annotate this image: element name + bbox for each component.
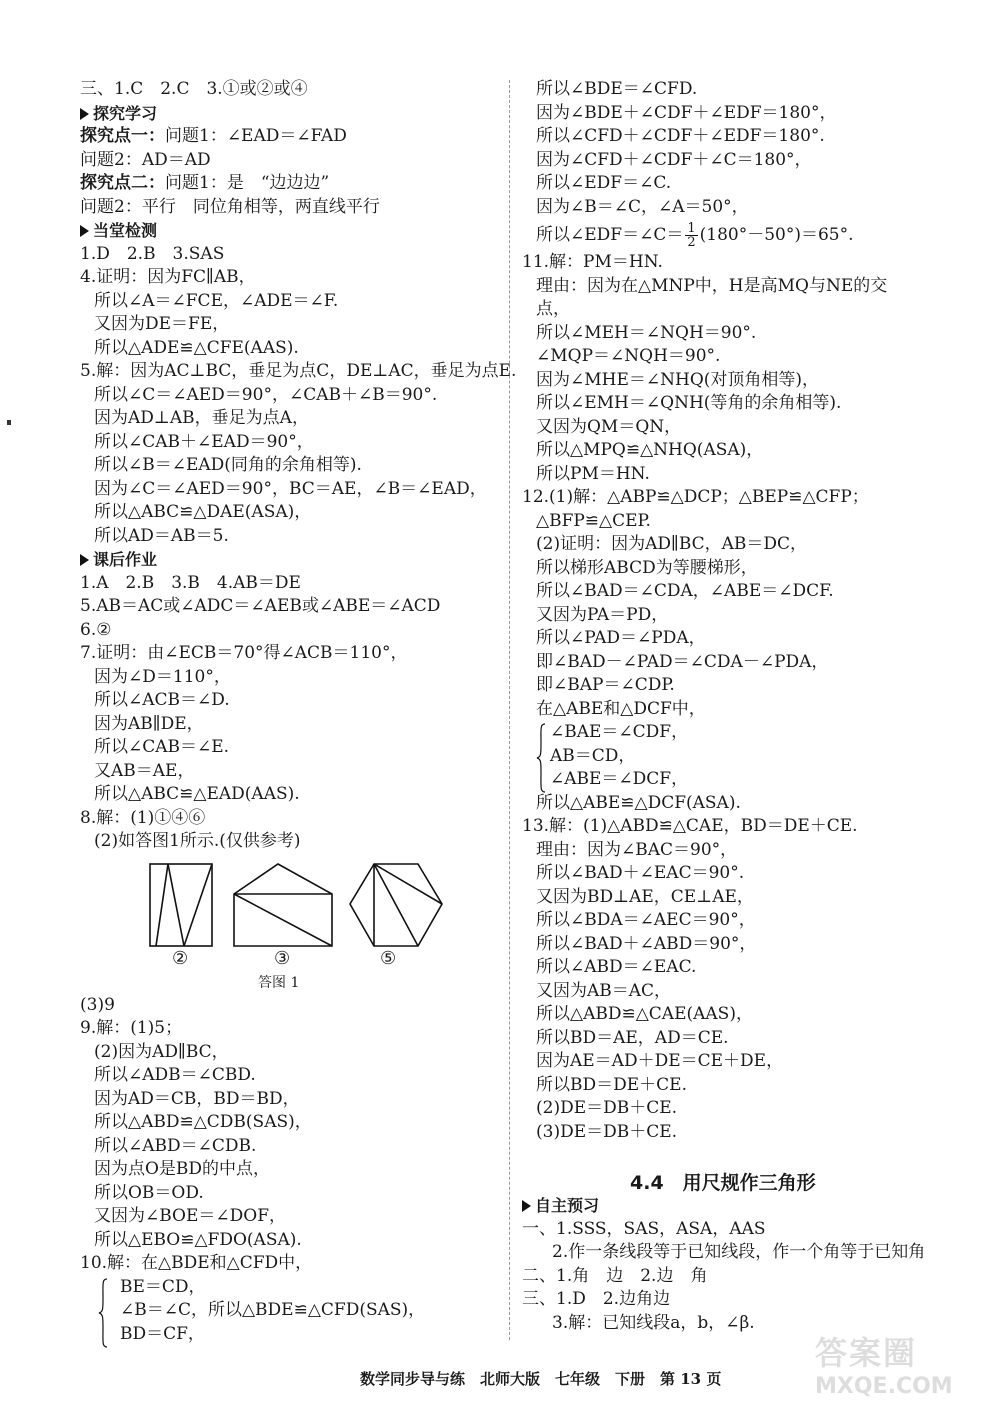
answer-line: 所以△ABD≌△CAE(AAS)， xyxy=(536,1004,753,1024)
answer-line: 1.D 2.B 3.SAS xyxy=(80,243,225,264)
answer-line: 所以∠BDE＝∠CFD. xyxy=(536,79,698,99)
answer-line: 理由：因为在△MNP中，H是高MQ与NE的交 xyxy=(536,275,888,296)
triangle-bullet-icon xyxy=(80,225,89,237)
answer-line: 所以△EBO≌△FDO(ASA). xyxy=(94,1229,302,1250)
answer-line: 所以△ABC≌△DAE(ASA)， xyxy=(94,502,312,522)
answer-line: (2)证明：因为AD∥BC，AB＝DC， xyxy=(536,534,808,554)
answer-line: BD＝CF， xyxy=(120,1323,205,1344)
answer-line: 所以∠B＝∠EAD(同角的余角相等). xyxy=(94,455,362,475)
answer-line: 问题2：AD＝AD xyxy=(80,149,211,170)
answer-line: 所以PM＝HN. xyxy=(536,463,650,484)
answer-line: 所以∠CFD＋∠CDF＋∠EDF＝180°. xyxy=(536,126,825,146)
watermark-logo xyxy=(815,1328,985,1399)
answer-line: 所以∠MEH＝∠NQH＝90°. xyxy=(536,322,757,343)
answer-line: 11.解：PM＝HN. xyxy=(522,252,663,272)
answer-line: 三、1.D 2.边角边 xyxy=(522,1289,671,1309)
answer-line: 二、1.角 边 2.边 角 xyxy=(522,1265,708,1286)
section-title-4-4: 4.4 用尺规作三角形 xyxy=(630,1172,816,1194)
equation-system xyxy=(522,721,932,792)
answer-line: 所以∠ABD＝∠EAC. xyxy=(536,957,697,977)
answer-line: 又AB＝AE， xyxy=(94,760,195,781)
answer-line: 因为∠C＝∠AED＝90°，BC＝AE，∠B＝∠EAD， xyxy=(94,478,487,499)
answer-line: 所以△ABC≌△EAD(AAS). xyxy=(94,784,300,804)
answer-line: 一、1.SSS，SAS，ASA，AAS xyxy=(522,1218,766,1239)
triangle-bullet-icon xyxy=(522,1200,531,1212)
figure-label-5: ⑤ xyxy=(380,947,397,969)
answer-line: ∠ABE＝∠DCF， xyxy=(550,769,689,789)
answer-line: 所以△ADE≌△CFE(AAS). xyxy=(94,337,299,358)
answer-line: △BFP≌△CEP. xyxy=(536,510,651,531)
answer-line: 即∠BAD－∠PAD＝∠CDA－∠PDA， xyxy=(536,651,829,672)
answer-line: (2)因为AD∥BC， xyxy=(94,1041,229,1062)
answer-line-fraction: 所以∠EDF＝∠C＝ $\frac{1}{2}$ (180°－50°)＝65°. xyxy=(536,221,854,250)
answer-line: (2)DE＝DB＋CE. xyxy=(536,1098,678,1118)
answer-line: 所以∠ABD＝∠CDB. xyxy=(94,1135,257,1156)
answer-line: 因为∠D＝110°， xyxy=(94,666,231,687)
section-heading-tanjiu: 探究学习 xyxy=(80,102,490,126)
answer-line: ∠BAE＝∠CDF， xyxy=(550,722,689,742)
right-column-tail xyxy=(522,1194,932,1335)
answer-line: 所以BD＝DE＋CE. xyxy=(536,1074,687,1095)
answer-line: 所以△ABE≌△DCF(ASA). xyxy=(536,792,741,813)
answer-line: 因为∠MHE＝∠NHQ(对顶角相等)， xyxy=(536,369,820,390)
answer-line: (3)DE＝DB＋CE. xyxy=(536,1121,678,1142)
answer-line: 因为AE＝AD＋DE＝CE＋DE， xyxy=(536,1051,784,1071)
brace-icon xyxy=(98,1278,108,1348)
answer-line: 5.解：因为AC⊥BC，垂足为点C，DE⊥AC，垂足为点E. xyxy=(80,361,517,381)
answer-line: 所以∠BDA＝∠AEC＝90°， xyxy=(536,910,756,930)
figure-label-2: ② xyxy=(172,947,189,969)
answer-line: 3.解：已知线段a，b，∠β. xyxy=(552,1312,755,1333)
equation-system xyxy=(80,1276,490,1347)
answer-line: 7.证明：由∠ECB＝70°得∠ACB＝110°， xyxy=(80,643,408,663)
right-column xyxy=(522,78,932,1144)
answer-line: 又因为∠BOE＝∠DOF， xyxy=(94,1206,287,1226)
answer-line: 12.(1)解：△ABP≌△DCP；△BEP≌△CFP； xyxy=(522,487,869,507)
answer-line: 三、1.C 2.C 3.①或②或④ xyxy=(80,79,308,99)
answer-line: 13.解：(1)△ABD≌△CAE，BD＝DE＋CE. xyxy=(522,816,858,836)
answer-line: 又因为QM＝QN， xyxy=(536,416,682,437)
brace-icon xyxy=(536,723,546,793)
answer-line: 又因为DE＝FE， xyxy=(94,314,230,334)
answer-line: 9.解：(1)5； xyxy=(80,1018,183,1038)
answer-line: BE＝CD， xyxy=(120,1276,206,1297)
triangle-bullet-icon xyxy=(80,554,89,566)
answer-line: 所以梯形ABCD为等腰梯形， xyxy=(536,557,758,578)
answer-line: 因为AD⊥AB，垂足为点A， xyxy=(94,408,309,428)
answer-line: (3)9 xyxy=(80,994,115,1015)
answer-line: 点， xyxy=(536,299,570,319)
pentagon-figure xyxy=(234,864,332,946)
column-divider xyxy=(509,80,510,1340)
triangle-bullet-icon xyxy=(80,108,89,120)
answer-line: 所以∠PAD＝∠PDA， xyxy=(536,628,706,648)
answer-line: AB＝CD， xyxy=(550,745,636,766)
answer-line: 所以∠ACB＝∠D. xyxy=(94,690,230,710)
figure-label-3: ③ xyxy=(274,947,291,969)
section-heading-kehou: 课后作业 xyxy=(80,548,490,572)
answer-figure-1 xyxy=(80,854,490,994)
answer-line: 又因为BD⊥AE，CE⊥AE， xyxy=(536,886,754,907)
answer-line: 探究点一：问题1：∠EAD＝∠FAD xyxy=(80,126,347,146)
section-heading-zizhu: 自主预习 xyxy=(522,1194,932,1218)
answer-line: 10.解：在△BDE和△CFD中， xyxy=(80,1253,313,1273)
answer-line: 所以∠C＝∠AED＝90°，∠CAB＋∠B＝90°. xyxy=(94,384,438,405)
answer-line: 所以∠BAD＝∠CDA，∠ABE＝∠DCF. xyxy=(536,581,834,601)
answer-line: 在△ABE和△DCF中， xyxy=(536,698,706,719)
answer-line: 所以∠EDF＝∠C. xyxy=(536,173,672,193)
answer-line: 所以△MPQ≌△NHQ(ASA)， xyxy=(536,440,764,460)
fraction: $\frac{1}{2}$ xyxy=(687,221,696,250)
watermark-url: MXQE.COM xyxy=(815,1374,953,1399)
answer-line: 所以△ABD≌△CDB(SAS)， xyxy=(94,1112,312,1132)
answer-line: 又因为AB＝AC， xyxy=(536,980,672,1001)
answer-line: 所以∠A＝∠FCE，∠ADE＝∠F. xyxy=(94,290,339,311)
answer-line: 6.② xyxy=(80,619,112,640)
answer-line: (2)如答图1所示.(仅供参考) xyxy=(94,831,301,851)
scan-speck xyxy=(7,420,11,425)
answer-line: 1.A 2.B 3.B 4.AB＝DE xyxy=(80,572,301,593)
answer-line: 所以∠BAD＋∠ABD＝90°， xyxy=(536,933,757,954)
answer-line: ∠B＝∠C，所以△BDE≌△CFD(SAS)， xyxy=(120,1300,426,1320)
answer-line: 理由：因为∠BAC＝90°， xyxy=(536,839,738,860)
figure-caption: 答图 1 xyxy=(258,974,300,991)
answer-line: 所以AD＝AB＝5. xyxy=(94,525,229,546)
answer-line: 所以OB＝OD. xyxy=(94,1182,204,1203)
answer-line: 8.解：(1)①④⑥ xyxy=(80,807,206,828)
answer-line: 5.AB＝AC或∠ADC＝∠AEB或∠ABE＝∠ACD xyxy=(80,596,441,616)
answer-line: 2.作一条线段等于已知线段，作一个角等于已知角 xyxy=(552,1242,926,1262)
answer-line: 所以∠CAB＝∠E. xyxy=(94,737,230,757)
answer-line: 所以BD＝AE，AD＝CE. xyxy=(536,1027,729,1048)
page-footer: 数学同步导与练 北师大版 七年级 下册 第 13 页 xyxy=(360,1370,722,1388)
answer-line: 因为∠BDE＋∠CDF＋∠EDF＝180°， xyxy=(536,102,837,123)
watermark-title: 答案圈 xyxy=(815,1334,918,1372)
answer-line: 4.证明：因为FC∥AB， xyxy=(80,267,256,287)
answer-line: 因为点O是BD的中点， xyxy=(94,1159,271,1179)
answer-line: 因为∠CFD＋∠CDF＋∠C＝180°， xyxy=(536,149,812,170)
answer-line: ∠MQP＝∠NQH＝90°. xyxy=(536,346,721,366)
answer-line: 因为AD＝CB，BD＝BD， xyxy=(94,1088,300,1109)
answer-line: 所以∠ADB＝∠CBD. xyxy=(94,1065,256,1085)
answer-line: 所以∠EMH＝∠QNH(等角的余角相等). xyxy=(536,393,842,413)
answer-line: 因为∠B＝∠C，∠A＝50°， xyxy=(536,196,749,217)
answer-line: 探究点二：问题1：是 “边边边” xyxy=(80,173,330,193)
left-column xyxy=(80,78,517,1346)
answer-line: 因为AB∥DE， xyxy=(94,713,204,734)
answer-line: 又因为PA＝PD， xyxy=(536,604,669,625)
answer-line: 即∠BAP＝∠CDP. xyxy=(536,675,675,695)
section-heading-dangtang: 当堂检测 xyxy=(80,219,490,243)
answer-line: 所以∠BAD＋∠EAC＝90°. xyxy=(536,863,745,883)
answer-line: 所以∠CAB＋∠EAD＝90°， xyxy=(94,431,314,452)
answer-line: 问题2：平行 同位角相等，两直线平行 xyxy=(80,196,380,217)
